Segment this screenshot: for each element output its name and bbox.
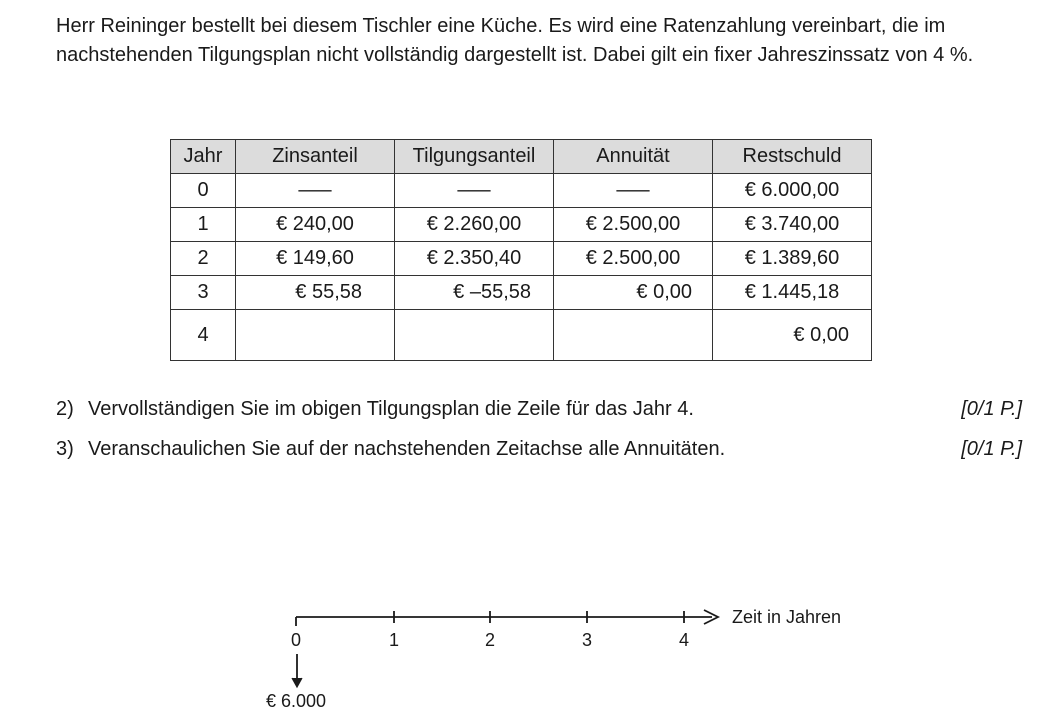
table-row	[171, 276, 872, 310]
cell-restschuld: € 0,00	[713, 310, 872, 361]
header-zinsanteil: Zinsanteil	[236, 140, 395, 174]
timeline-tick-label: 0	[290, 630, 302, 650]
cell-jahr: 0	[171, 174, 236, 208]
timeline-axis-label: Zeit in Jahren	[732, 607, 842, 627]
cell-tilgungsanteil[interactable]	[395, 310, 554, 361]
table-row	[171, 208, 872, 242]
down-arrow-icon	[292, 678, 302, 687]
cell-annuitaet: –––	[554, 174, 713, 208]
header-restschuld: Restschuld	[713, 140, 872, 174]
cell-annuitaet: € 2.500,00	[554, 242, 713, 276]
cell-zinsanteil: –––	[236, 174, 395, 208]
cell-annuitaet[interactable]	[554, 310, 713, 361]
task-text: Vervollständigen Sie im obigen Tilgungsplan die Zeile für das Jahr 4.	[88, 398, 694, 420]
table-row	[171, 174, 872, 208]
task-number: 2)	[56, 398, 74, 420]
cell-annuitaet: € 0,00	[554, 276, 713, 310]
cell-tilgungsanteil: –––	[395, 174, 554, 208]
cell-annuitaet: € 2.500,00	[554, 208, 713, 242]
table-header-row	[171, 140, 872, 174]
table-row	[171, 242, 872, 276]
header-annuitaet: Annuität	[554, 140, 713, 174]
intro-text: Herr Reininger bestellt bei diesem Tischler eine Küche. Es wird eine Ratenzahlung vereinbart, die im nachstehenden Tilgungsplan nicht vollständig dargestellt ist. Dabei gilt ein fixer Jahreszinssatz von 4 %.	[56, 15, 974, 66]
header-tilgungsanteil: Tilgungsanteil	[395, 140, 554, 174]
task-number: 3)	[56, 438, 74, 460]
cell-restschuld: € 3.740,00	[713, 208, 872, 242]
timeline-tick-label: 3	[581, 630, 593, 650]
task-text: Veranschaulichen Sie auf der nachstehenden Zeitachse alle Annuitäten.	[88, 438, 726, 460]
timeline	[0, 590, 1040, 720]
header-jahr: Jahr	[171, 140, 236, 174]
timeline-tick-label: 1	[388, 630, 400, 650]
cell-zinsanteil: € 149,60	[236, 242, 395, 276]
timeline-tick-label: 2	[484, 630, 496, 650]
cell-tilgungsanteil: € 2.350,40	[395, 242, 554, 276]
cell-jahr: 4	[171, 310, 236, 361]
cell-tilgungsanteil: € –55,58	[395, 276, 554, 310]
cell-restschuld: € 6.000,00	[713, 174, 872, 208]
cell-tilgungsanteil: € 2.260,00	[395, 208, 554, 242]
timeline-start-amount: € 6.000	[265, 691, 327, 711]
cell-jahr: 3	[171, 276, 236, 310]
cell-restschuld: € 1.389,60	[713, 242, 872, 276]
cell-jahr: 2	[171, 242, 236, 276]
table-row	[171, 310, 872, 361]
amortization-table	[170, 139, 872, 361]
cell-zinsanteil: € 55,58	[236, 276, 395, 310]
cell-zinsanteil: € 240,00	[236, 208, 395, 242]
cell-restschuld: € 1.445,18	[713, 276, 872, 310]
task-points: [0/1 P.]	[961, 438, 1022, 460]
task-points: [0/1 P.]	[961, 398, 1022, 420]
cell-zinsanteil[interactable]	[236, 310, 395, 361]
timeline-tick-label: 4	[678, 630, 690, 650]
cell-jahr: 1	[171, 208, 236, 242]
